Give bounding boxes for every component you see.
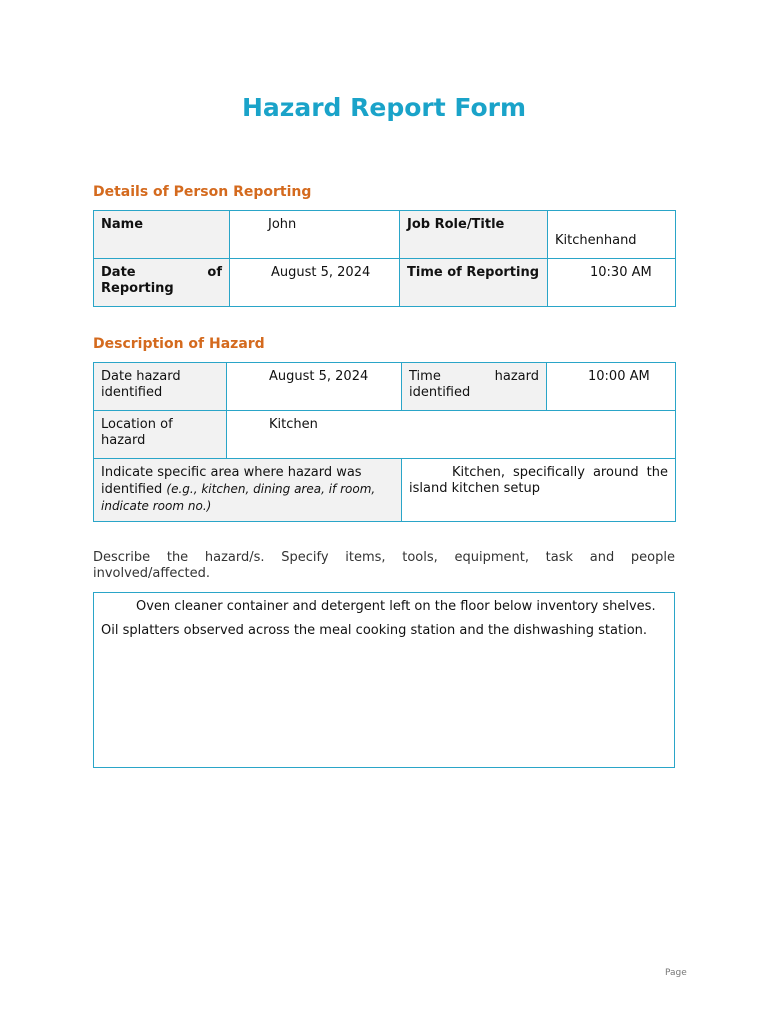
job-role-value[interactable]: Kitchenhand xyxy=(548,211,676,259)
table-row xyxy=(94,363,676,411)
label-line: Date hazard xyxy=(101,369,181,384)
label-line: Location of xyxy=(101,417,173,432)
job-role-label: Job Role/Title xyxy=(400,211,548,259)
date-identified-value[interactable]: August 5, 2024 xyxy=(227,363,402,411)
hazard-description-line: Oven cleaner container and detergent left on the floor below inventory shelves. xyxy=(136,599,656,614)
hazard-description-table xyxy=(93,362,676,522)
date-label-word: Reporting xyxy=(101,281,174,296)
label-word: Time xyxy=(409,369,441,384)
date-label-word: Date xyxy=(101,265,136,280)
label-line: identified xyxy=(101,385,163,400)
person-reporting-table xyxy=(93,210,676,307)
location-value[interactable]: Kitchen xyxy=(227,411,676,459)
label-line: hazard xyxy=(101,433,146,448)
specific-area-label-example: (e.g., kitchen, dining area, if room, indicate room no.) xyxy=(101,482,376,513)
table-row xyxy=(94,459,676,522)
time-of-reporting-label: Time of Reporting xyxy=(400,259,548,307)
time-identified-value[interactable]: 10:00 AM xyxy=(547,363,676,411)
table-row xyxy=(94,259,676,307)
time-of-reporting-value[interactable]: 10:30 AM xyxy=(548,259,676,307)
describe-hazard-prompt: Describe the hazard/s. Specify items, tools, equipment, task and people involved/affected. xyxy=(93,550,675,581)
hazard-description-line: Oil splatters observed across the meal cooking station and the dishwashing station. xyxy=(101,623,648,638)
table-row xyxy=(94,211,676,259)
label-line: identified xyxy=(409,385,471,400)
specific-area-label-text: Indicate specific area where hazard was identified xyxy=(101,465,362,497)
section-heading-person-reporting: Details of Person Reporting xyxy=(93,184,312,200)
date-of-reporting-label xyxy=(94,259,230,307)
page-title: Hazard Report Form xyxy=(241,93,527,122)
specific-area-label xyxy=(94,459,402,522)
name-value[interactable]: John xyxy=(230,211,400,259)
specific-area-value[interactable]: Kitchen, specifically around the island kitchen setup xyxy=(402,459,676,522)
table-row xyxy=(94,411,676,459)
page-footer: Page xyxy=(665,968,687,978)
name-label: Name xyxy=(94,211,230,259)
date-identified-label xyxy=(94,363,227,411)
location-label xyxy=(94,411,227,459)
label-word: hazard xyxy=(494,369,539,384)
date-label-word: of xyxy=(207,265,222,280)
hazard-description-box[interactable] xyxy=(93,592,675,768)
time-identified-label xyxy=(402,363,547,411)
section-heading-description-of-hazard: Description of Hazard xyxy=(93,336,265,352)
date-of-reporting-value[interactable]: August 5, 2024 xyxy=(230,259,400,307)
